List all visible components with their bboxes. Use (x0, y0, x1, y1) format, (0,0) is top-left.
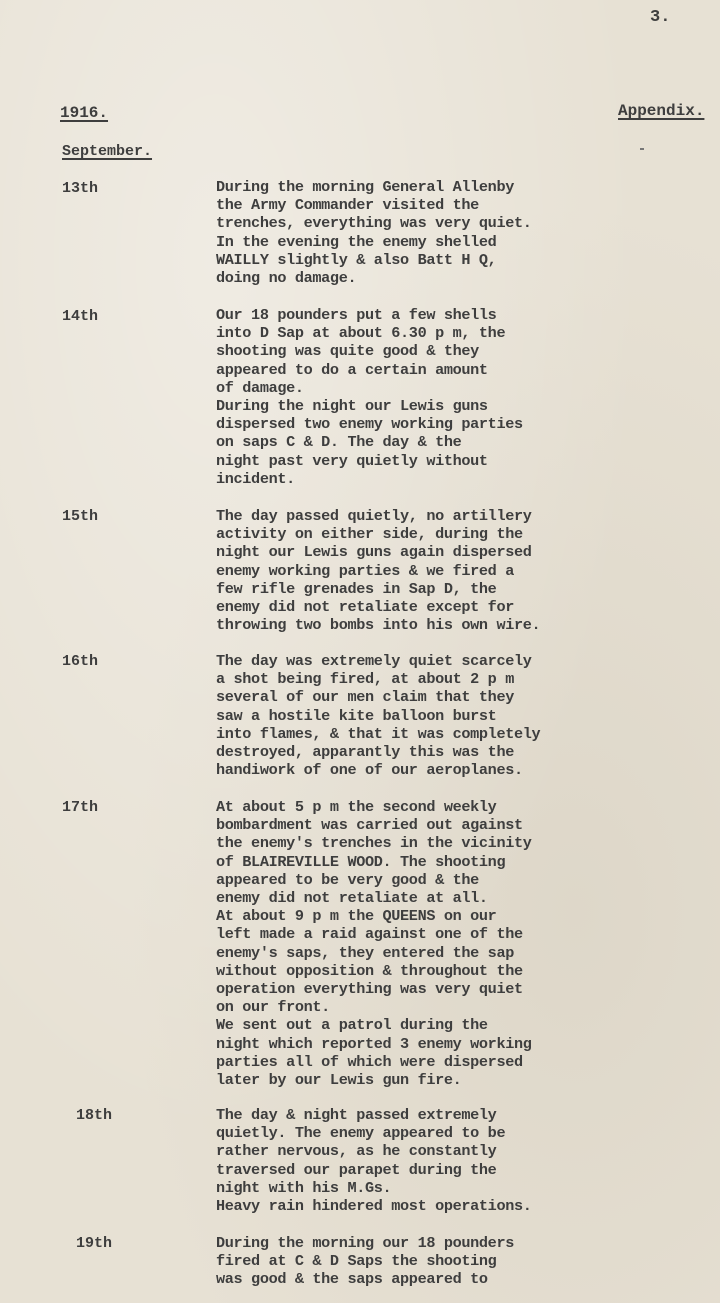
entry-line: operation everything was very quiet (216, 980, 523, 999)
entry-line: trenches, everything was very quiet. (216, 214, 532, 233)
entry-line: At about 9 p m the QUEENS on our (216, 907, 497, 926)
entry-line: night our Lewis guns again dispersed (216, 543, 532, 562)
entry-line: on our front. (216, 998, 330, 1017)
entry-line: appeared to do a certain amount (216, 360, 488, 379)
entry-text (216, 1234, 716, 1289)
entry-line: several of our men claim that they (216, 688, 514, 707)
entry-line: of BLAIREVILLE WOOD. The shooting (216, 852, 506, 871)
entry-line: night which reported 3 enemy working (216, 1034, 532, 1053)
entry-line: without opposition & throughout the (216, 961, 523, 980)
entry-text (216, 306, 716, 488)
entry-date: 17th (62, 799, 99, 816)
entry-line: traversed our parapet during the (216, 1160, 497, 1179)
entry-text (216, 652, 716, 779)
entry-line: We sent out a patrol during the (216, 1016, 488, 1035)
entry-line: During the night our Lewis guns (216, 397, 488, 416)
entry-line: rather nervous, as he constantly (216, 1142, 497, 1161)
entry-line: The day was extremely quiet scarcely (216, 652, 532, 670)
entry-date: 16th (62, 653, 99, 670)
entry-line: appeared to be very good & the (216, 870, 479, 889)
entry-date: 19th (76, 1235, 113, 1252)
entry-line: the Army Commander visited the (216, 196, 479, 215)
entry-line: enemy did not retaliate except for (216, 598, 514, 617)
entry-line: on saps C & D. The day & the (216, 433, 462, 452)
entry-text (216, 507, 716, 634)
entry-line: into flames, & that it was completely (216, 724, 541, 743)
entry-text (216, 1106, 716, 1215)
entry-line: throwing two bombs into his own wire. (216, 616, 541, 635)
entry-line: fired at C & D Saps the shooting (216, 1252, 497, 1271)
entry-line: The day passed quietly, no artillery (216, 507, 532, 525)
entry-text (216, 178, 716, 287)
entry-line: the enemy's trenches in the vicinity (216, 834, 532, 853)
entry-line: saw a hostile kite balloon burst (216, 706, 497, 725)
ink-mark (640, 148, 644, 150)
entry-line: incident. (216, 469, 295, 488)
entry-date: 18th (76, 1107, 113, 1124)
entry-line: quietly. The enemy appeared to be (216, 1124, 506, 1143)
entry-line: The day & night passed extremely (216, 1106, 497, 1124)
entry-line: later by our Lewis gun fire. (216, 1071, 462, 1090)
entry-line: handiwork of one of our aeroplanes. (216, 761, 523, 780)
year-heading: 1916. (60, 104, 109, 122)
month-heading: September. (62, 143, 153, 160)
entry-date: 15th (62, 508, 99, 525)
entry-line: bombardment was carried out against (216, 816, 523, 835)
entry-line: night with his M.Gs. (216, 1178, 392, 1197)
entry-line: dispersed two enemy working parties (216, 415, 523, 434)
entry-line: left made a raid against one of the (216, 925, 523, 944)
entry-line: WAILLY slightly & also Batt H Q, (216, 250, 497, 269)
entry-line: enemy's saps, they entered the sap (216, 943, 514, 962)
entry-line: During the morning our 18 pounders (216, 1234, 514, 1252)
page-number: 3. (650, 8, 671, 27)
entry-date: 13th (62, 180, 99, 197)
entry-line: During the morning General Allenby (216, 178, 514, 196)
entry-date: 14th (62, 308, 99, 325)
entry-line: a shot being fired, at about 2 p m (216, 670, 514, 689)
entry-line: into D Sap at about 6.30 p m, the (216, 324, 506, 343)
entry-text (216, 798, 716, 1089)
entry-line: few rifle grenades in Sap D, the (216, 579, 497, 598)
entry-line: night past very quietly without (216, 451, 488, 470)
entry-line: doing no damage. (216, 269, 357, 288)
appendix-heading: Appendix. (618, 102, 705, 120)
entry-line: At about 5 p m the second weekly (216, 798, 497, 816)
entry-line: enemy did not retaliate at all. (216, 889, 488, 908)
entry-line: shooting was quite good & they (216, 342, 479, 361)
entry-line: activity on either side, during the (216, 525, 523, 544)
entry-line: destroyed, apparantly this was the (216, 743, 514, 762)
entry-line: Our 18 pounders put a few shells (216, 306, 497, 324)
entry-line: parties all of which were dispersed (216, 1052, 523, 1071)
entry-line: of damage. (216, 378, 304, 397)
entry-line: In the evening the enemy shelled (216, 232, 497, 251)
entry-line: Heavy rain hindered most operations. (216, 1197, 532, 1216)
entry-line: was good & the saps appeared to (216, 1270, 488, 1289)
entry-line: enemy working parties & we fired a (216, 561, 514, 580)
